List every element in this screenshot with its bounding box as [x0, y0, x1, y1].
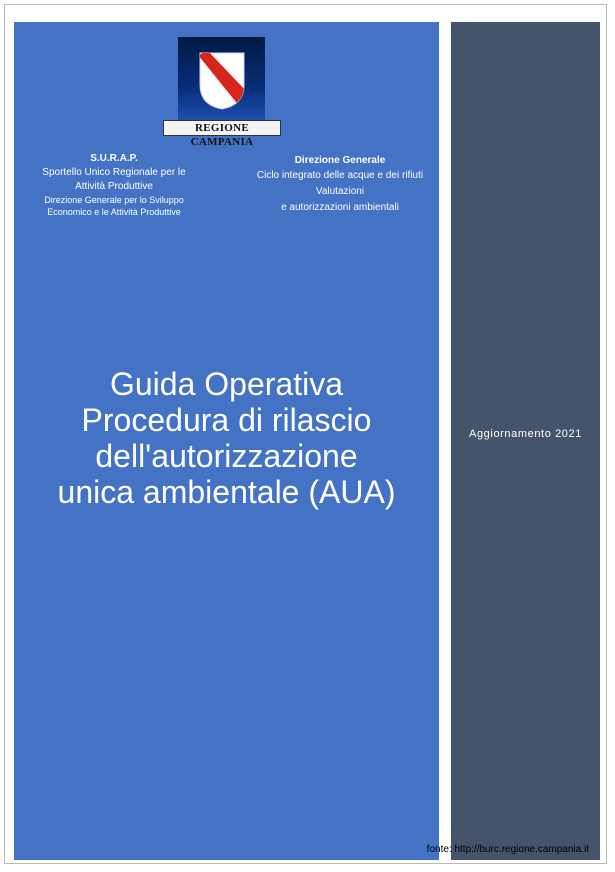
direzione-line-3: e autorizzazioni ambientali — [281, 202, 399, 213]
direzione-line-1: Ciclo integrato delle acque e dei rifiuti — [256, 170, 424, 181]
regione-campania-logo — [163, 37, 281, 148]
cover-side-panel — [451, 22, 600, 860]
document-title-line-3: dell'autorizzazione — [95, 438, 358, 474]
direzione-title: Direzione Generale — [294, 155, 386, 166]
update-year-label: Aggiornamento 2021 — [469, 428, 582, 440]
surap-line-1: Sportello Unico Regionale per le — [42, 167, 186, 178]
direzione-heading-block — [240, 154, 440, 216]
surap-line-2: Attività Produttive — [75, 181, 153, 192]
document-title-line-4: unica ambientale (AUA) — [57, 474, 396, 510]
surap-line-4: Economico e le Attività Produttive — [47, 207, 181, 217]
surap-title: S.U.R.A.P. — [90, 153, 138, 164]
direzione-line-2: Valutazioni — [315, 186, 365, 197]
document-title-line-1: Guida Operativa — [109, 366, 343, 402]
document-title — [14, 366, 439, 510]
surap-heading-block — [30, 152, 198, 218]
coat-of-arms-icon — [198, 51, 246, 111]
surap-line-3: Direzione Generale per lo Sviluppo — [44, 195, 184, 205]
source-credit: fonte: http://burc.regione.campania.it — [426, 844, 589, 855]
document-title-line-2: Procedura di rilascio — [81, 402, 372, 438]
logo-name-band: REGIONE CAMPANIA — [163, 120, 281, 136]
